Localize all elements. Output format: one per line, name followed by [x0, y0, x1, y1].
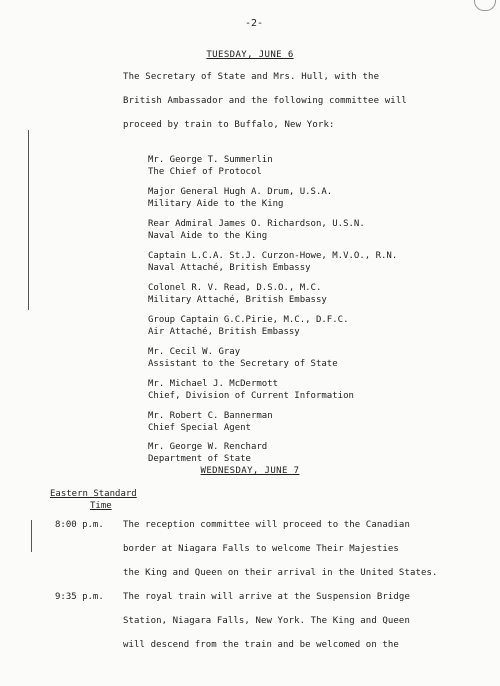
member-title: Naval Aide to the King: [148, 231, 268, 241]
member-name: Mr. Michael J. McDermott: [148, 379, 279, 389]
pencil-mark: [474, 0, 496, 11]
member-name: Group Captain G.C.Pirie, M.C., D.F.C.: [148, 315, 349, 325]
member-title: Naval Attaché, British Embassy: [148, 263, 311, 273]
intro-line: British Ambassador and the following committee will: [123, 96, 407, 106]
wednesday-heading: WEDNESDAY, JUNE 7: [200, 466, 300, 476]
member-title: The Chief of Protocol: [148, 167, 262, 177]
member-name: Major General Hugh A. Drum, U.S.A.: [148, 187, 333, 197]
committee-member: [148, 282, 327, 306]
margin-line: [28, 130, 29, 310]
entry-line: Station, Niagara Falls, New York. The King and Queen: [123, 616, 410, 626]
entry-line: the King and Queen on their arrival in the United States.: [123, 568, 438, 578]
committee-member: [148, 378, 354, 402]
committee-member: [148, 154, 273, 178]
entry-line: border at Niagara Falls to welcome Their Majesties: [123, 544, 399, 554]
committee-member: [148, 186, 332, 210]
member-title: Military Aide to the King: [148, 199, 284, 209]
committee-member: [148, 218, 365, 242]
committee-member: [148, 250, 397, 274]
entry-time: 8:00 p.m.: [55, 520, 104, 530]
member-name: Mr. Robert C. Bannerman: [148, 411, 273, 421]
member-name: Mr. George T. Summerlin: [148, 155, 273, 165]
member-name: Colonel R. V. Read, D.S.O., M.C.: [148, 283, 322, 293]
intro-line: The Secretary of State and Mrs. Hull, with the: [123, 72, 380, 82]
member-name: Rear Admiral James O. Richardson, U.S.N.: [148, 219, 365, 229]
committee-member: [148, 410, 273, 434]
member-name: Mr. Cecil W. Gray: [148, 347, 241, 357]
entry-line: will descend from the train and be welcomed on the: [123, 640, 399, 650]
time-zone-label: Eastern Standard Time: [50, 489, 137, 511]
committee-member: [148, 346, 338, 370]
intro-line: proceed by train to Buffalo, New York:: [123, 120, 335, 130]
member-title: Assistant to the Secretary of State: [148, 359, 338, 369]
member-title: Chief Special Agent: [148, 423, 251, 433]
page-number: -2-: [244, 18, 264, 29]
member-title: Air Attaché, British Embassy: [148, 327, 300, 337]
member-title: Military Attaché, British Embassy: [148, 295, 327, 305]
entry-line: The reception committee will proceed to the Canadian: [123, 520, 410, 530]
margin-tick: [31, 520, 32, 552]
committee-member: [148, 314, 348, 338]
member-title: Chief, Division of Current Information: [148, 391, 354, 401]
committee-member: [148, 441, 267, 465]
member-title: Department of State: [148, 454, 251, 464]
entry-time: 9:35 p.m.: [55, 592, 104, 602]
tuesday-heading: TUESDAY, JUNE 6: [206, 50, 294, 60]
member-name: Captain L.C.A. St.J. Curzon-Howe, M.V.O., R.N.: [148, 251, 398, 261]
entry-line: The royal train will arrive at the Suspension Bridge: [123, 592, 410, 602]
member-name: Mr. George W. Renchard: [148, 442, 268, 452]
